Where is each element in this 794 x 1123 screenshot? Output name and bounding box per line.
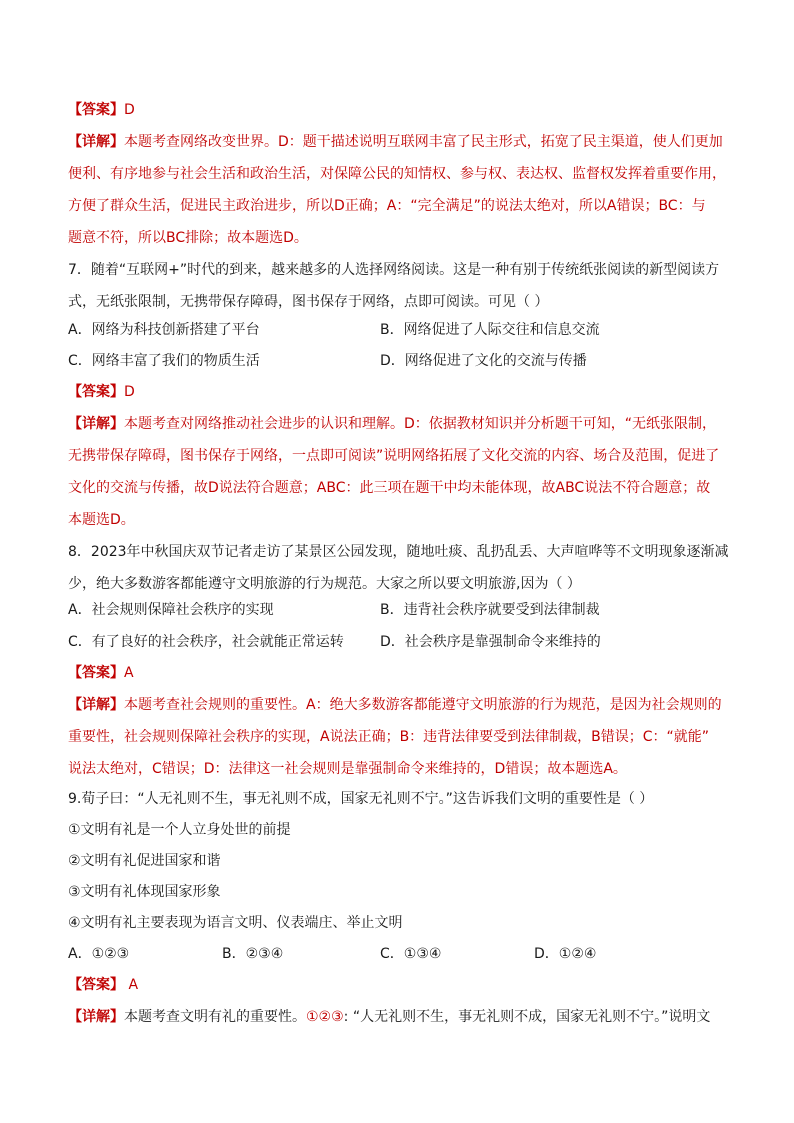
answer-tag: 【答案】 — [68, 977, 124, 993]
q7-detail-line-4: 本题选D。 — [68, 512, 135, 528]
q7-option-a: A．网络为科技创新搭建了平台 — [68, 322, 260, 338]
detail-rest: : “人无礼则不生，事无礼则不成，国家无礼则不宁。”说明文 — [343, 1009, 711, 1025]
q7-option-d: D．网络促进了文化的交流与传播 — [380, 353, 587, 369]
q8-answer-line — [68, 663, 134, 683]
q6-detail-line-3: 方便了群众生活，促进民主政治进步，所以D正确；A：“完全满足”的说法太绝对，所以A错误；BC：与 — [68, 198, 706, 214]
detail-tag: 【详解】 — [68, 416, 124, 432]
q8-stem-line-2: 少，绝大多数游客都能遵守文明旅游的行为规范。大家之所以要文明旅游,因为（ ） — [68, 576, 581, 592]
answer-value: D — [124, 102, 135, 118]
q8-option-d: D．社会秩序是靠强制命令来维持的 — [380, 634, 601, 650]
detail-text: 本题考查网络改变世界。D：题干描述说明互联网丰富了民主形式，拓宽了民主渠道，使人们更加 — [124, 134, 723, 150]
q7-stem-line-2: 式，无纸张限制，无携带保存障碍，图书保存于网络，点即可阅读。可见（ ） — [68, 294, 549, 310]
detail-prefix: 本题考查文明有礼的重要性。 — [124, 1009, 306, 1025]
q9-stem: 9.荀子曰：“人无礼则不生，事无礼则不成，国家无礼则不宁。”这告诉我们文明的重要性是（ ） — [68, 791, 654, 807]
q7-detail-line-2: 无携带保存障碍，图书保存于网络，一点即可阅读”说明网络拓展了文化交流的内容、场合及范围，促进了 — [68, 448, 720, 464]
detail-tag: 【详解】 — [68, 697, 124, 713]
q6-answer-line — [68, 100, 135, 120]
q6-detail-line-2: 便利、有序地参与社会生活和政治生活，对保障公民的知情权、参与权、表达权、监督权发挥着重要作用， — [68, 166, 726, 182]
q9-detail-line-1 — [68, 1007, 710, 1027]
q6-detail-line-1 — [68, 132, 723, 152]
detail-text: 本题考查对网络推动社会进步的认识和理解。D：依据教材知识并分析题干可知，“无纸张限制， — [124, 416, 717, 432]
q8-option-c: C．有了良好的社会秩序，社会就能正常运转 — [68, 634, 344, 650]
detail-tag: 【详解】 — [68, 134, 124, 150]
q8-option-a: A．社会规则保障社会秩序的实现 — [68, 602, 274, 618]
detail-tag: 【详解】 — [68, 1009, 124, 1025]
q9-option-b: B．②③④ — [222, 946, 284, 962]
q7-option-b: B．网络促进了人际交往和信息交流 — [380, 322, 600, 338]
q8-detail-line-3: 说法太绝对，C错误；D：法律这一社会规则是靠强制命令来维持的，D错误；故本题选A。 — [68, 761, 627, 777]
q7-detail-line-3: 文化的交流与传播，故D说法符合题意；ABC：此三项在题干中均未能体现，故ABC说法不符合题意；故 — [68, 480, 711, 496]
q6-detail-line-4: 题意不符，所以BC排除；故本题选D。 — [68, 230, 308, 246]
answer-tag: 【答案】 — [68, 665, 124, 681]
q7-answer-line — [68, 382, 135, 402]
answer-value: D — [124, 384, 135, 400]
q8-detail-line-2: 重要性，社会规则保障社会秩序的实现，A说法正确；B：违背法律要受到法律制裁，B错误；C：“就能” — [68, 729, 710, 745]
q8-stem-line-1: 8．2023年中秋国庆双节记者走访了某景区公园发现，随地吐痰、乱扔乱丢、大声喧哗等不文明现象逐渐减 — [68, 544, 729, 560]
detail-marks: ①②③ — [306, 1009, 344, 1025]
q9-option-a: A．①②③ — [68, 946, 130, 962]
q9-option-d: D．①②④ — [534, 946, 597, 962]
q9-option-c: C．①③④ — [380, 946, 442, 962]
q9-answer-line — [68, 975, 138, 995]
answer-tag: 【答案】 — [68, 102, 124, 118]
q7-option-c: C．网络丰富了我们的物质生活 — [68, 353, 260, 369]
answer-tag: 【答案】 — [68, 384, 124, 400]
q9-item-1: ①文明有礼是一个人立身处世的前提 — [68, 822, 291, 838]
q7-detail-line-1 — [68, 414, 716, 434]
answer-value: A — [124, 665, 134, 681]
q9-item-4: ④文明有礼主要表现为语言文明、仪表端庄、举止文明 — [68, 915, 403, 931]
q9-item-2: ②文明有礼促进国家和谐 — [68, 853, 221, 869]
answer-value: A — [124, 977, 139, 993]
detail-text: 本题考查社会规则的重要性。A：绝大多数游客都能遵守文明旅游的行为规范，是因为社会规则的 — [124, 697, 722, 713]
q7-stem-line-1: 7．随着“互联网+”时代的到来，越来越多的人选择网络阅读。这是一种有别于传统纸张阅读的新型阅读方 — [68, 262, 720, 278]
q8-detail-line-1 — [68, 695, 722, 715]
q8-option-b: B．违背社会秩序就要受到法律制裁 — [380, 602, 600, 618]
q9-item-3: ③文明有礼体现国家形象 — [68, 884, 221, 900]
